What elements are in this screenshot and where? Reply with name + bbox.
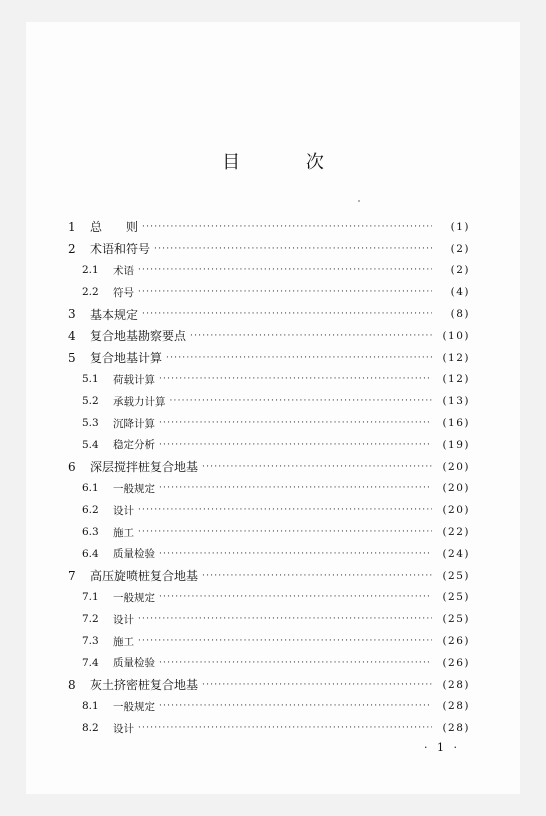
toc-entry-page: (4) xyxy=(450,286,470,299)
toc-entry-page: (24) xyxy=(442,547,470,560)
dot-leader xyxy=(159,549,432,559)
toc-entry-label: 基本规定 xyxy=(90,307,139,322)
toc-entry[interactable] xyxy=(68,543,470,565)
toc-entry-page: (13) xyxy=(442,395,470,408)
toc-entry-label: 灰土挤密桩复合地基 xyxy=(90,678,199,693)
toc-entry-page: (28) xyxy=(442,700,470,713)
dot-leader xyxy=(159,701,432,711)
dot-leader xyxy=(202,462,432,472)
dot-leader xyxy=(159,592,432,602)
toc-entry[interactable] xyxy=(68,608,470,630)
toc-entry-number: 7.1 xyxy=(82,591,99,604)
toc-entry-label: 总 则 xyxy=(90,220,139,235)
toc-entry-page: (25) xyxy=(442,591,470,604)
toc-entry-page: (2) xyxy=(450,264,470,277)
toc-entry[interactable] xyxy=(68,630,470,652)
toc-entry-label: 一般规定 xyxy=(113,591,155,604)
toc-entry-number: 2 xyxy=(68,241,76,256)
toc-entry-page: (16) xyxy=(442,417,470,430)
toc-entry-number: 5.1 xyxy=(82,373,99,386)
toc-entry-label: 质量检验 xyxy=(113,548,155,561)
toc-entry-number: 2.1 xyxy=(82,264,99,277)
toc-entry-page: (26) xyxy=(442,635,470,648)
toc-entry-label: 荷载计算 xyxy=(113,373,155,386)
toc-entry-page: (25) xyxy=(442,613,470,626)
toc-entry[interactable] xyxy=(68,216,470,238)
dot-leader xyxy=(138,505,432,515)
dot-leader xyxy=(138,287,432,297)
toc-entry-number: 2.2 xyxy=(82,286,99,299)
dot-leader xyxy=(190,331,432,341)
toc-entry-page: (28) xyxy=(442,678,470,691)
toc-entry-label: 设计 xyxy=(113,722,134,735)
toc-entry-label: 稳定分析 xyxy=(113,439,155,452)
dot-leader xyxy=(170,396,433,406)
toc-entry-page: (28) xyxy=(442,722,470,735)
toc-entry-number: 7 xyxy=(68,568,76,583)
dot-leader xyxy=(159,418,432,428)
toc-entry[interactable] xyxy=(68,303,470,325)
toc-entry-number: 8.2 xyxy=(82,722,99,735)
dot-leader xyxy=(159,374,432,384)
toc-entry-page: (20) xyxy=(442,460,470,473)
toc-entry-label: 深层搅拌桩复合地基 xyxy=(90,460,199,475)
toc-entry[interactable] xyxy=(68,717,470,739)
toc-entry[interactable] xyxy=(68,412,470,434)
page-title: 目 次 xyxy=(222,152,354,173)
toc-entry[interactable] xyxy=(68,587,470,609)
toc-entry[interactable] xyxy=(68,434,470,456)
toc-entry-label: 高压旋喷桩复合地基 xyxy=(90,569,199,584)
dot-leader xyxy=(138,265,432,275)
dot-leader xyxy=(142,222,432,232)
dot-leader xyxy=(159,440,432,450)
dot-leader xyxy=(202,571,432,581)
toc-entry-number: 3 xyxy=(68,307,76,322)
toc-entry-label: 术语和符号 xyxy=(90,242,151,257)
toc-entry[interactable] xyxy=(68,499,470,521)
toc-entry-number: 6.4 xyxy=(82,547,99,560)
toc-entry[interactable] xyxy=(68,390,470,412)
toc-entry-label: 质量检验 xyxy=(113,657,155,670)
toc-entry-number: 5.3 xyxy=(82,417,99,430)
toc-entry-number: 6.1 xyxy=(82,482,99,495)
toc-entry[interactable] xyxy=(68,674,470,696)
toc-entry-page: (10) xyxy=(442,329,470,342)
toc-entry[interactable] xyxy=(68,652,470,674)
toc-entry-page: (25) xyxy=(442,569,470,582)
toc-entry[interactable] xyxy=(68,478,470,500)
toc-entry[interactable] xyxy=(68,696,470,718)
toc-entry[interactable] xyxy=(68,325,470,347)
toc-entry-label: 施工 xyxy=(113,526,134,539)
toc-entry[interactable] xyxy=(68,260,470,282)
toc-entry-label: 符号 xyxy=(113,286,134,299)
dot-leader xyxy=(138,614,432,624)
toc-entry[interactable] xyxy=(68,521,470,543)
toc-entry-page: (1) xyxy=(450,220,470,233)
dot-leader xyxy=(138,723,432,733)
dot-leader xyxy=(202,680,432,690)
toc-entry-number: 7.2 xyxy=(82,613,99,626)
toc-entry-label: 设计 xyxy=(113,504,134,517)
toc-entry-number: 5.2 xyxy=(82,395,99,408)
dot-leader xyxy=(154,244,432,254)
toc-entry-number: 4 xyxy=(68,328,76,343)
dot-leader xyxy=(138,636,432,646)
toc-entry-number: 7.4 xyxy=(82,656,99,669)
toc-entry-label: 沉降计算 xyxy=(113,417,155,430)
toc-entry-number: 6.3 xyxy=(82,526,99,539)
dot-leader xyxy=(166,353,432,363)
toc-entry-number: 1 xyxy=(68,219,76,234)
toc-entry-page: (12) xyxy=(442,373,470,386)
toc-entry[interactable] xyxy=(68,456,470,478)
toc-entry-label: 承载力计算 xyxy=(113,395,166,408)
dot-leader xyxy=(142,309,432,319)
toc-entry-number: 5.4 xyxy=(82,438,99,451)
toc-entry-page: (12) xyxy=(442,351,470,364)
stray-dot xyxy=(358,200,360,202)
toc-entry-label: 复合地基计算 xyxy=(90,351,163,366)
dot-leader xyxy=(138,527,432,537)
toc-entry-number: 5 xyxy=(68,350,76,365)
toc-entry[interactable] xyxy=(68,281,470,303)
toc-entry-page: (19) xyxy=(442,438,470,451)
toc-entry-number: 6.2 xyxy=(82,504,99,517)
toc-entry-page: (20) xyxy=(442,482,470,495)
toc-entry-label: 设计 xyxy=(113,613,134,626)
toc-entry[interactable] xyxy=(68,565,470,587)
toc-entry-number: 6 xyxy=(68,459,76,474)
toc-entry-number: 7.3 xyxy=(82,635,99,648)
toc-entry-page: (22) xyxy=(442,526,470,539)
toc-entry[interactable] xyxy=(68,369,470,391)
table-of-contents xyxy=(68,216,470,739)
toc-entry-number: 8.1 xyxy=(82,700,99,713)
toc-entry-page: (2) xyxy=(450,242,470,255)
toc-entry-label: 一般规定 xyxy=(113,700,155,713)
toc-entry[interactable] xyxy=(68,347,470,369)
toc-entry-page: (8) xyxy=(450,308,470,321)
toc-entry-label: 一般规定 xyxy=(113,482,155,495)
toc-entry-page: (20) xyxy=(442,504,470,517)
dot-leader xyxy=(159,658,432,668)
toc-entry-page: (26) xyxy=(442,656,470,669)
page-number: · 1 · xyxy=(424,741,460,754)
toc-entry-number: 8 xyxy=(68,677,76,692)
toc-entry-label: 术语 xyxy=(113,264,134,277)
toc-entry[interactable] xyxy=(68,238,470,260)
toc-entry-label: 复合地基勘察要点 xyxy=(90,329,187,344)
dot-leader xyxy=(159,483,432,493)
toc-entry-label: 施工 xyxy=(113,635,134,648)
